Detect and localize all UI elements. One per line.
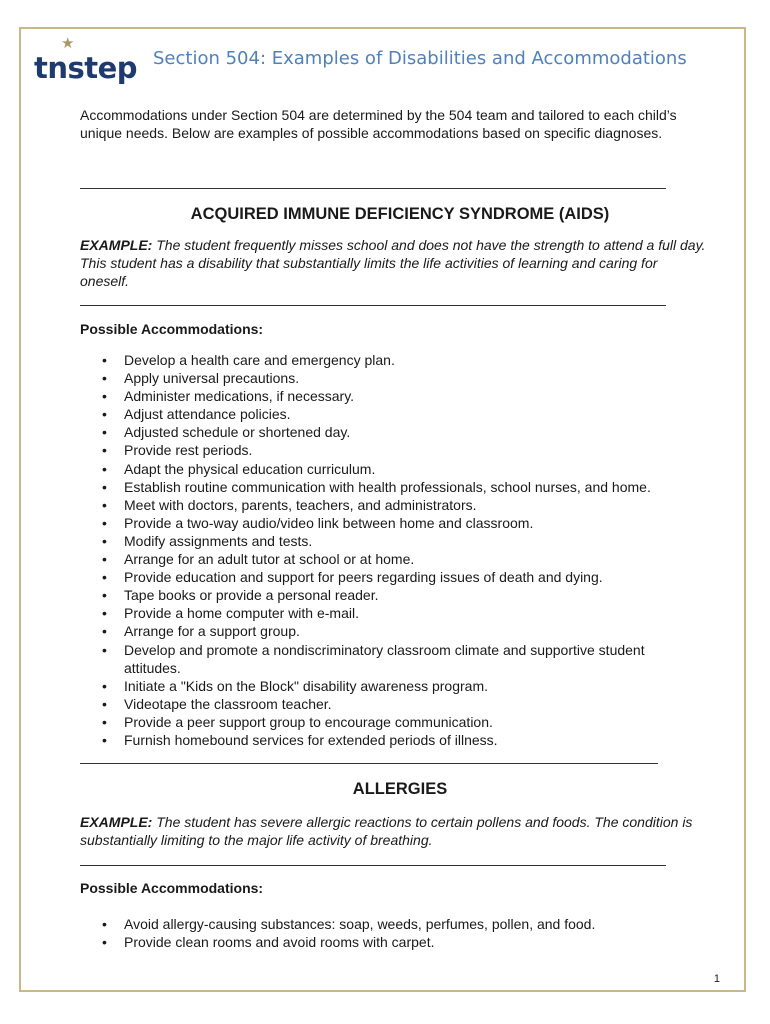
divider	[80, 763, 658, 764]
list-item: • Provide clean rooms and avoid rooms with carpet.	[102, 934, 435, 951]
bullet-icon: •	[102, 677, 107, 694]
bullet-icon: •	[102, 424, 107, 441]
divider	[80, 305, 666, 306]
accommodations-label: Possible Accommodations:	[80, 321, 264, 337]
list-item: • Meet with doctors, parents, teachers, and administrators.	[102, 496, 477, 513]
bullet-icon: •	[102, 478, 107, 495]
example-label: EXAMPLE:	[80, 237, 153, 253]
bullet-icon: •	[102, 532, 107, 549]
example-allergies	[80, 813, 710, 849]
example-label: EXAMPLE:	[80, 814, 153, 830]
bullet-icon: •	[102, 352, 107, 368]
tnstep-logo	[34, 34, 138, 94]
bullet-icon: •	[102, 641, 107, 658]
bullet-icon: •	[102, 695, 107, 712]
bullet-icon: •	[102, 551, 107, 568]
section-heading-aids: ACQUIRED IMMUNE DEFICIENCY SYNDROME (AIDS)	[190, 205, 610, 223]
bullet-icon: •	[102, 514, 107, 531]
divider	[80, 188, 666, 189]
list-item: • Adapt the physical education curriculum.	[102, 460, 376, 477]
bullet-icon: •	[102, 496, 107, 513]
list-item: • Develop a health care and emergency plan.	[102, 352, 395, 368]
list-item: • Furnish homebound services for extended periods of illness.	[102, 731, 498, 748]
example-text: The student frequently misses school and does not have the strength to attend a full day. This student has a disability that substantially limits the life activities of learning and caring for oneself.	[80, 237, 706, 289]
list-item: • Adjust attendance policies.	[102, 406, 291, 423]
logo-text: tnstep	[34, 51, 138, 85]
list-item: • Initiate a "Kids on the Block" disability awareness program.	[102, 677, 489, 694]
example-text: The student has severe allergic reactions to certain pollens and foods. The condition is substantially limiting to the major life activity of breathing.	[80, 814, 693, 848]
page-title: Section 504: Examples of Disabilities and Accommodations	[153, 48, 687, 69]
list-item: • Provide rest periods.	[102, 442, 253, 459]
list-item: • Administer medications, if necessary.	[102, 388, 355, 405]
list-item: • Provide a peer support group to encourage communication.	[102, 713, 493, 730]
section-heading-allergies: ALLERGIES	[352, 780, 448, 798]
list-item: • Modify assignments and tests.	[102, 532, 313, 549]
list-item: • Establish routine communication with health professionals, school nurses, and home.	[102, 478, 651, 495]
bullet-icon: •	[102, 587, 107, 604]
list-item: • Arrange for a support group.	[102, 623, 300, 640]
bullet-icon: •	[102, 623, 107, 640]
list-item: • Adjusted schedule or shortened day.	[102, 424, 351, 441]
bullet-icon: •	[102, 916, 107, 932]
list-item: • Provide a two-way audio/video link between home and classroom.	[102, 514, 534, 531]
accommodations-list-aids	[0, 351, 700, 749]
list-item: • Videotape the classroom teacher.	[102, 695, 332, 712]
star-icon: ★	[61, 34, 75, 52]
bullet-icon: •	[102, 442, 107, 459]
bullet-icon: •	[102, 370, 107, 387]
accommodations-label: Possible Accommodations:	[80, 880, 264, 896]
bullet-icon: •	[102, 731, 107, 748]
intro-paragraph: Accommodations under Section 504 are determined by the 504 team and tailored to each child’s unique needs. Below are examples of possible accommodations based on specific diagnoses.	[80, 107, 677, 141]
page-number: 1	[713, 973, 720, 985]
list-item: • Avoid allergy-causing substances: soap, weeds, perfumes, pollen, and food.	[102, 916, 596, 932]
list-item: • Tape books or provide a personal reader.	[102, 587, 379, 604]
bullet-icon: •	[102, 460, 107, 477]
list-item: • Apply universal precautions.	[102, 370, 300, 387]
accommodations-list-allergies	[0, 915, 700, 951]
divider	[80, 865, 666, 866]
bullet-icon: •	[102, 569, 107, 586]
example-aids	[80, 236, 710, 290]
bullet-icon: •	[102, 406, 107, 423]
list-item: • Develop and promote a nondiscriminatory classroom climate and supportive student attitudes.	[102, 641, 645, 676]
list-item: • Provide education and support for peers regarding issues of death and dying.	[102, 569, 603, 586]
bullet-icon: •	[102, 605, 107, 622]
list-item: • Provide a home computer with e-mail.	[102, 605, 359, 622]
bullet-icon: •	[102, 388, 107, 405]
bullet-icon: •	[102, 713, 107, 730]
bullet-icon: •	[102, 934, 107, 951]
list-item: • Arrange for an adult tutor at school or at home.	[102, 551, 415, 568]
